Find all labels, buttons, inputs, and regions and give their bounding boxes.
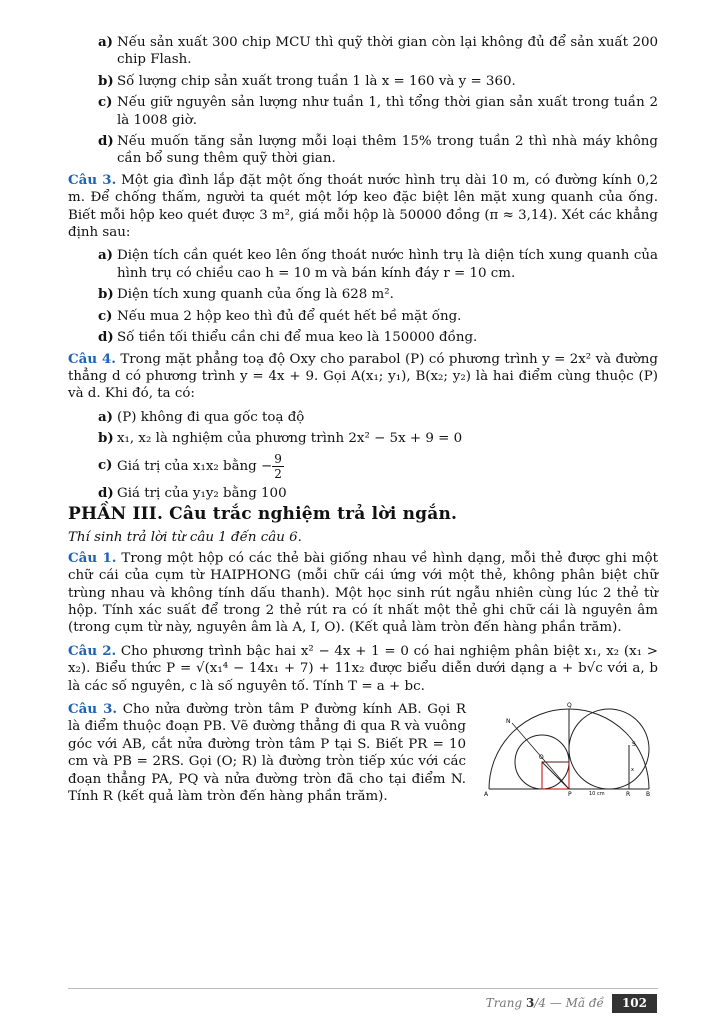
label-s: S <box>632 741 636 748</box>
label-n: N <box>506 718 511 725</box>
q4-option-c-text: Giá trị của x₁x₂ bằng − <box>117 458 273 474</box>
footer-page-current: 3 <box>525 996 535 1010</box>
label-r: R <box>626 791 631 797</box>
label-o: O <box>539 754 544 761</box>
label-a: A <box>484 791 489 797</box>
q3-option-d: d) Số tiền tối thiểu cần chi để mua keo là 150000 đồng. <box>98 329 478 346</box>
section-instruction: Thí sinh trả lời từ câu 1 đến câu 6. <box>68 530 302 546</box>
q4-option-d: d) Giá trị của y₁y₂ bằng 100 <box>98 484 287 501</box>
large-inner-circle <box>569 709 649 789</box>
question-4-text: Trong mặt phẳng toạ độ Oxy cho parabol (P) có phương trình y = 2x² và đường thẳng d có phương trình y = 4x + 9. Gọi A(x₁; y₁), B(x₂; y₂) là hai điểm cùng thuộc (P) và d. Khi đó, ta có: <box>68 351 659 402</box>
p3-question-3: Câu 3. Cho nửa đường tròn tâm P đường kính AB. Gọi R là điểm thuộc đoạn PB. Vẽ đường thẳng đi qua R và vuông góc với AB, cắt nửa đường tròn tâm P tại S. Biết PR = 10 cm và PB = 2RS. Gọi (O; R) là đường tròn tiếp xúc với các đoạn thẳng PA, PQ và nửa đường tròn đã cho tại điểm N. Tính R (kết quả làm tròn đến hàng phần trăm). <box>68 701 466 805</box>
p3-question-3-row <box>68 701 658 805</box>
q4-option-c: c) Giá trị của x₁x₂ bằng − $\frac{9}{2}$ <box>98 451 282 481</box>
exam-code-badge: 102 <box>612 994 657 1013</box>
p3-question-2: Câu 2. Cho phương trình bậc hai x² − 4x + 1 = 0 có hai nghiệm phân biệt x₁, x₂ (x₁ > x₂). Biểu thức P = √(x₁⁴ − 14x₁ + 7) + 11x₂ được biểu diễn dưới dạng a + b√c với a, b là các số nguyên, c là số nguyên tố. Tính T = a + bc. <box>68 642 658 694</box>
footer <box>486 994 657 1013</box>
label-b: B <box>646 791 651 797</box>
q3-option-c: c) Nếu mua 2 hộp keo thì đủ để quét hết bề mặt ống. <box>98 307 462 324</box>
footer-page-total: /4 — Mã đề <box>534 996 604 1010</box>
q4-option-b: b) x₁, x₂ là nghiệm của phương trình 2x² − 5x + 9 = 0 <box>98 430 463 447</box>
q3-option-a: a) Diện tích cần quét keo lên ống thoát nước hình trụ là diện tích xung quanh của hình trụ có chiều cao h = 10 m và bán kính đáy r = 10 cm. <box>98 247 658 281</box>
q2-option-d: d) Nếu muốn tăng sản lượng mỗi loại thêm 15% trong tuần 2 thì nhà máy không cần bổ sung thêm quỹ thời gian. <box>98 133 658 167</box>
question-3 <box>68 172 658 242</box>
question-4-label: Câu 4. <box>68 350 116 367</box>
q3-options <box>68 247 658 346</box>
section-title: PHẦN III. Câu trắc nghiệm trả lời ngắn. <box>68 503 458 524</box>
label-p: P <box>568 791 572 797</box>
p3-question-1: Câu 1. Trong một hộp có các thẻ bài giống nhau về hình dạng, mỗi thẻ được ghi một chữ cái của cụm từ HAIPHONG (mỗi chữ cái ứng với một thẻ, không phân biệt chữ trùng nhau và không tính dấu thanh). Một học sinh rút ngẫu nhiên cùng lúc 2 thẻ từ hộp. Tính xác suất để trong 2 thẻ rút ra có ít nhất một thẻ ghi chữ cái là nguyên âm (trong cụm từ này, nguyên âm là A, I, O). (Kết quả làm tròn đến hàng phần trăm). <box>68 549 658 636</box>
q2-option-b: b) Số lượng chip sản xuất trong tuần 1 là x = 160 và y = 360. <box>98 72 516 89</box>
semicircle-diagram <box>484 701 654 797</box>
geometry-figure <box>484 701 654 802</box>
q2-option-a: a) Nếu sản xuất 300 chip MCU thì quỹ thời gian còn lại không đủ để sản xuất 200 chip Flash. <box>98 34 658 68</box>
q3-option-b: b) Diện tích xung quanh của ống là 628 m². <box>98 286 394 303</box>
q2-options <box>68 34 658 168</box>
question-3-label: Câu 3. <box>68 171 117 188</box>
label-dimension: 10 cm <box>589 791 605 797</box>
question-4 <box>68 351 658 403</box>
q4-options <box>68 409 658 502</box>
label-x: x <box>631 767 634 773</box>
footer-divider <box>68 988 658 989</box>
footer-page-prefix: Trang <box>485 996 523 1010</box>
q4-option-a: a) (P) không đi qua gốc toạ độ <box>98 408 305 425</box>
q2-option-c: c) Nếu giữ nguyên sản lượng như tuần 1, thì tổng thời gian sản xuất trong tuần 2 là 1008 giờ. <box>98 94 658 128</box>
question-3-text: Một gia đình lắp đặt một ống thoát nước hình trụ dài 10 m, có đường kính 0,2 m. Để chống thấm, người ta quét một lớp keo đặc biệt lên mặt xung quanh của ống. Biết mỗi hộp keo quét được 3 m², giá mỗi hộp là 50000 đồng (π ≈ 3,14). Xét các khẳng định sau: <box>68 172 658 241</box>
page-content <box>68 34 658 805</box>
fraction: $\frac{9}{2}$ <box>274 451 282 481</box>
label-q: Q <box>567 702 572 709</box>
